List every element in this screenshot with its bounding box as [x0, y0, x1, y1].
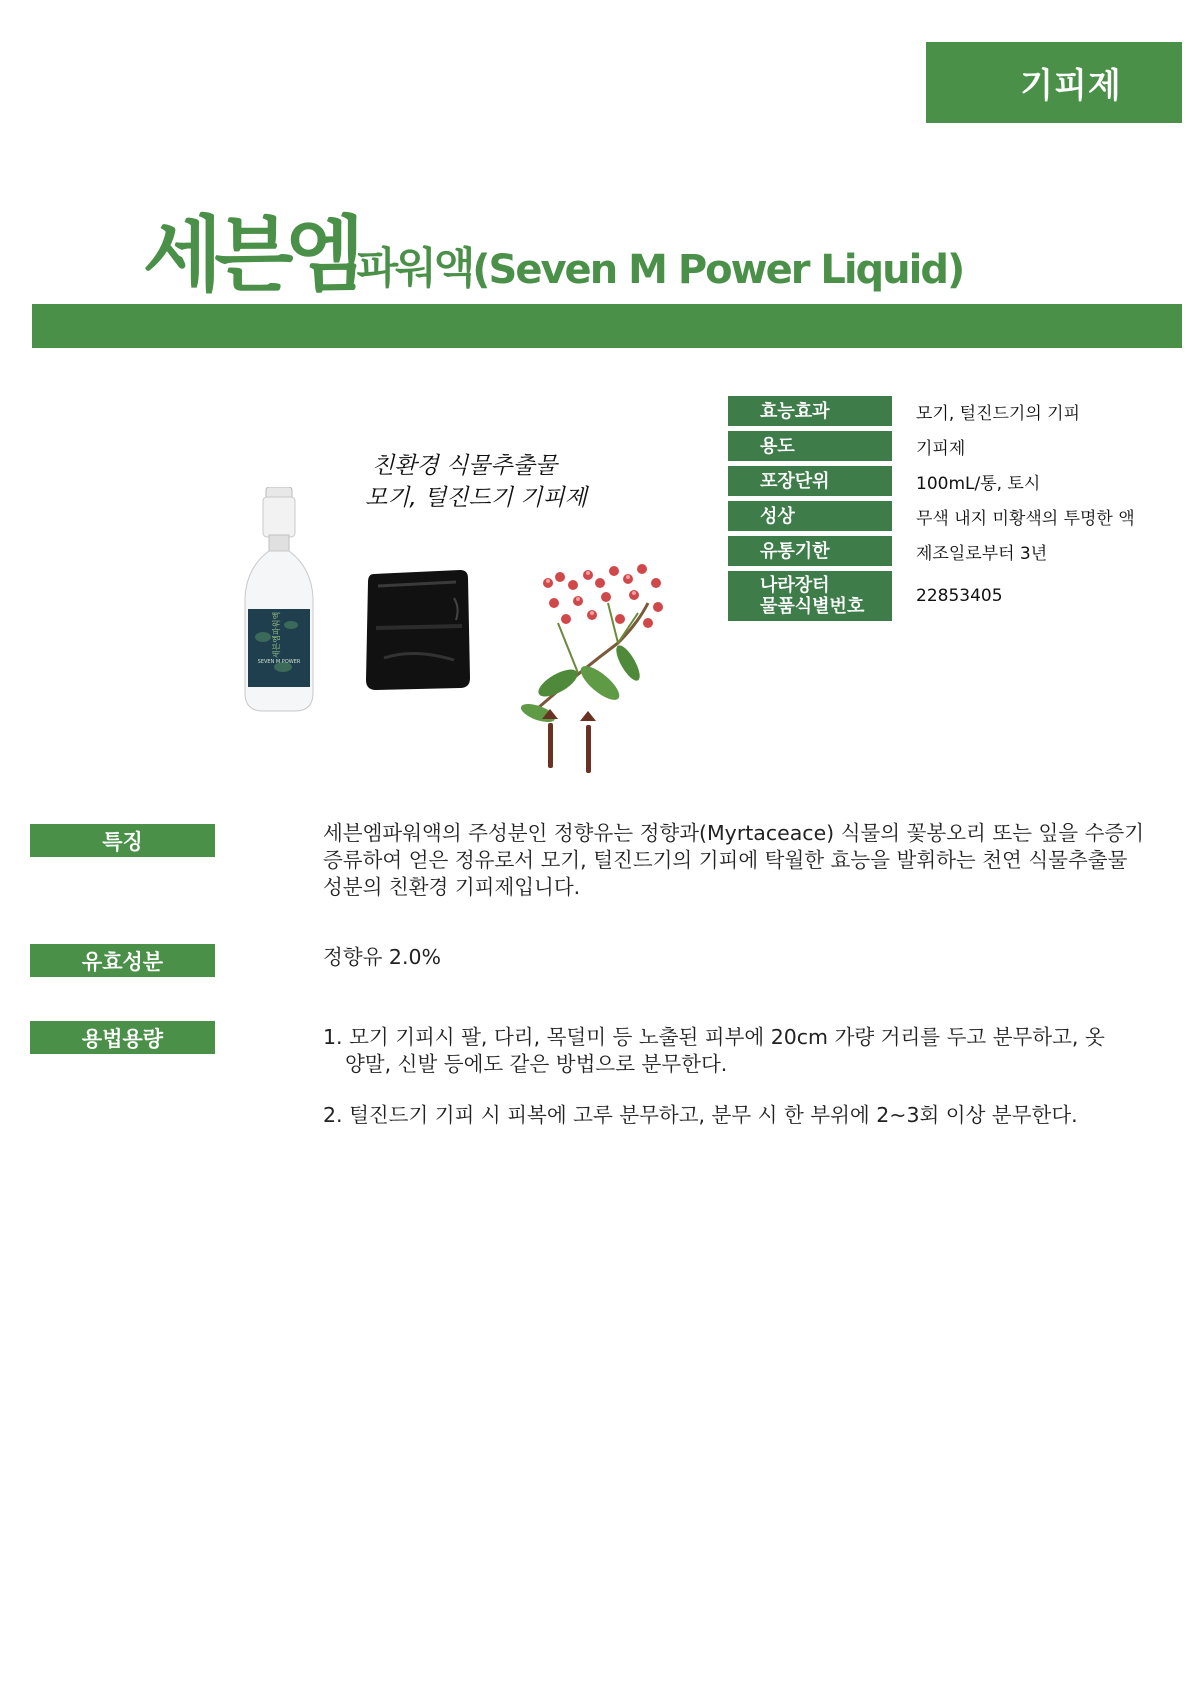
features-line: 성분의 친환경 기피제입니다.: [323, 875, 581, 899]
category-badge: [926, 42, 1182, 123]
info-label: 효능효과: [728, 396, 892, 426]
info-value: 22853405: [916, 586, 1003, 606]
info-value: 모기, 털진드기의 기피: [916, 403, 1081, 424]
title-brand: 세븐엠: [143, 208, 357, 303]
features-line: 증류하여 얻은 정유로서 모기, 털진드기의 기피에 탁월한 효능을 발휘하는 천연 식물추출물: [323, 848, 1128, 872]
info-label: 성상: [728, 501, 892, 531]
usage-item-1-line-1: 1. 모기 기피시 팔, 다리, 목덜미 등 노출된 피부에 20cm 가량 거리를 두고 분무하고, 옷: [323, 1025, 1105, 1049]
refill-pouch-image: [364, 568, 476, 692]
bottle-sublabel: SEVEN M POWER: [257, 659, 301, 665]
usage-text: [323, 1024, 1173, 1129]
features-line: 세븐엠파워액의 주성분인 정향유는 정향과(Myrtaceace) 식물의 꽃봉오리 또는 잎을 수증기: [323, 821, 1144, 845]
info-label: 나라장터 물품식별번호: [728, 571, 892, 621]
title-suffix: 파워액: [356, 244, 473, 294]
title-english: (Seven M Power Liquid): [472, 247, 964, 293]
info-label: 유통기한: [728, 536, 892, 566]
bottle-label: 세븐엠파워액: [272, 611, 281, 659]
info-value: 100mL/통, 토시: [916, 473, 1041, 494]
info-value: 제조일로부터 3년: [916, 543, 1048, 564]
section-label-usage: 용법용량: [30, 1021, 215, 1054]
clove-plant-image: [518, 563, 668, 778]
spray-bottle-image: [243, 487, 315, 713]
category-label: 기피제: [1020, 66, 1122, 106]
info-label: 포장단위: [728, 466, 892, 496]
usage-item-1: [323, 1024, 1173, 1078]
ingredient-text: 정향유 2.0%: [323, 945, 442, 969]
info-value: 기피제: [916, 438, 966, 459]
features-text: [323, 820, 1173, 901]
usage-item-2: 2. 털진드기 기피 시 피복에 고루 분무하고, 분무 시 한 부위에 2~3회 이상 분무한다.: [323, 1103, 1078, 1127]
tagline-line-2: 모기, 털진드기 기피제: [365, 485, 587, 511]
tagline-line-1: 친환경 식물추출물: [372, 453, 558, 479]
section-label-features: 특징: [30, 824, 215, 857]
usage-item-1-line-2: 양말, 신발 등에도 같은 방법으로 분무한다.: [345, 1052, 728, 1076]
info-value: 무색 내지 미황색의 투명한 액: [916, 508, 1135, 529]
header-divider-bar: [32, 304, 1182, 348]
product-title: [143, 190, 963, 307]
section-label-ingredient: 유효성분: [30, 944, 215, 977]
info-label: 용도: [728, 431, 892, 461]
product-tagline: [365, 450, 587, 514]
